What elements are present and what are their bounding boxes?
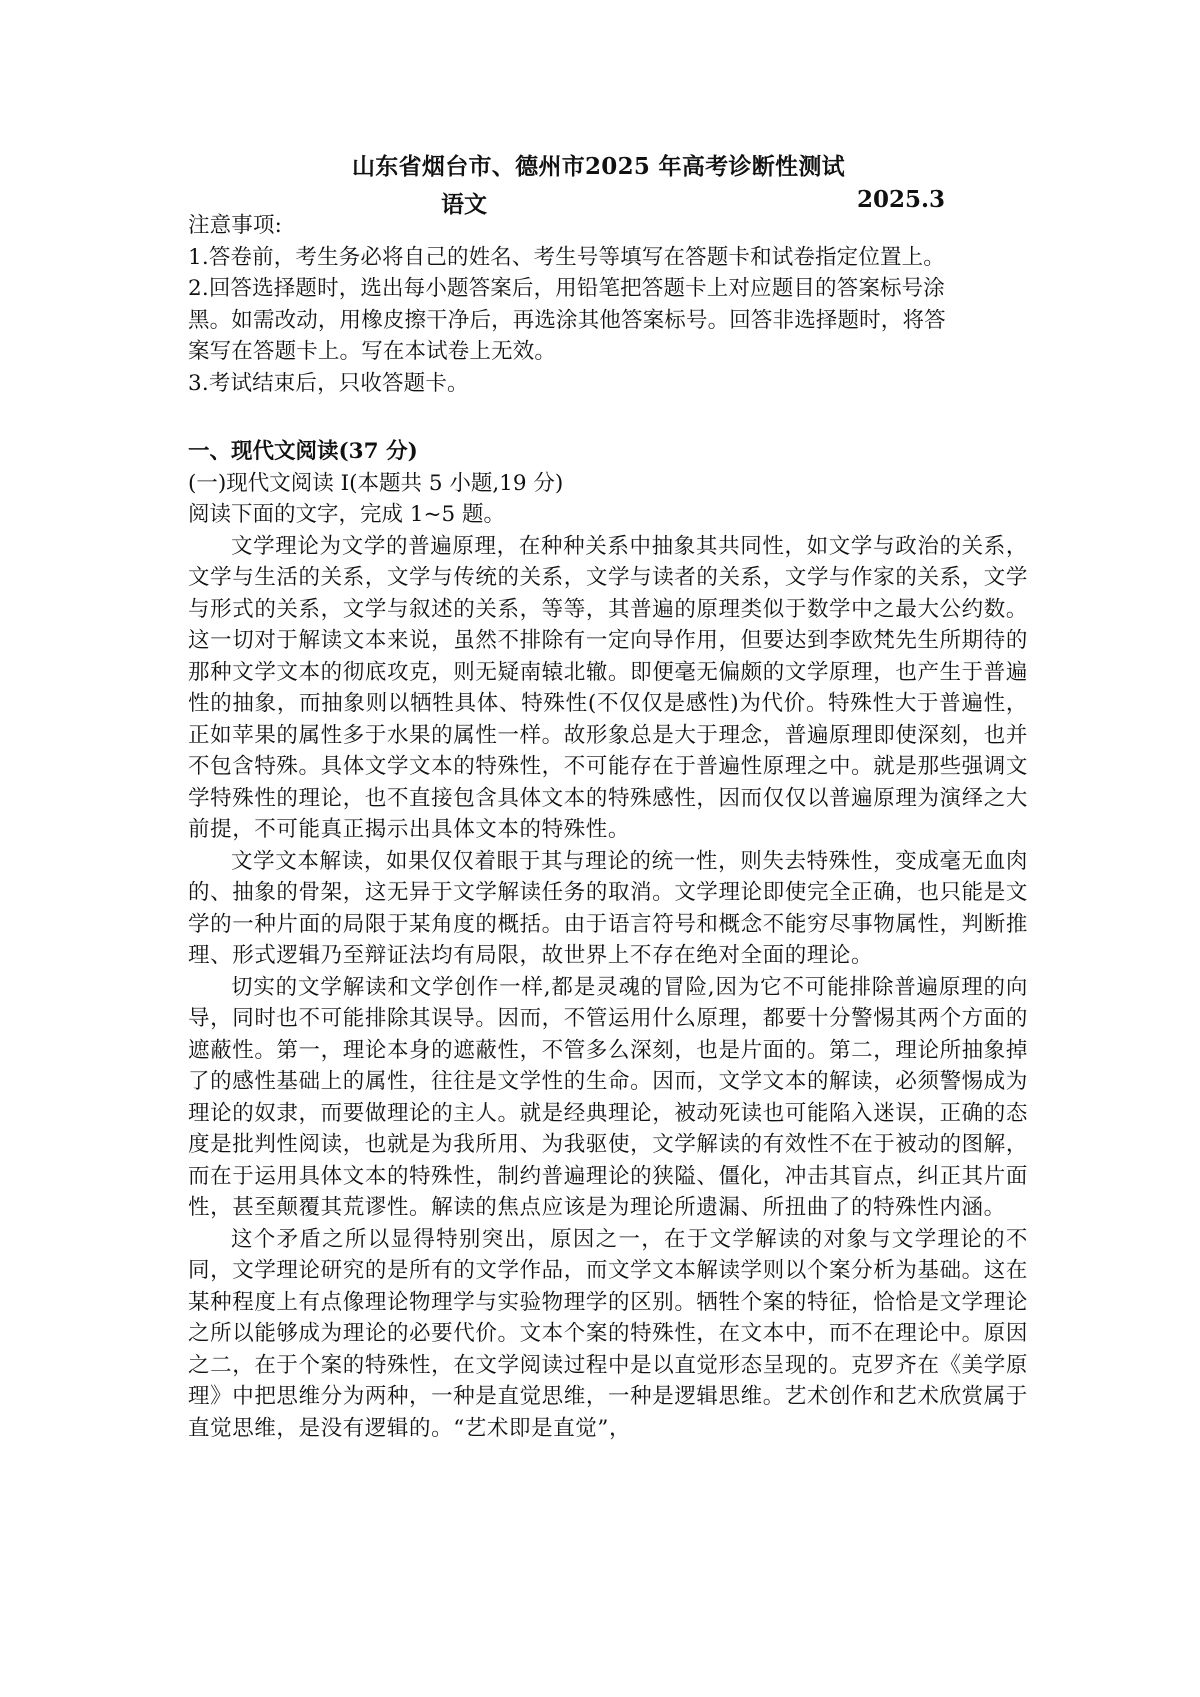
section-subtitle: (一)现代文阅读 I(本题共 5 小题,19 分) bbox=[188, 470, 564, 496]
exam-content bbox=[188, 210, 1028, 1444]
note-item-2-line-1: 2.回答选择题时，选出每小题答案后，用铅笔把答题卡上对应题目的答案标号涂 bbox=[188, 276, 945, 301]
section-title: 一、现代文阅读(37 分) bbox=[188, 439, 418, 464]
exam-title: 山东省烟台市、德州市2025 年高考诊断性测试 bbox=[352, 153, 845, 180]
exam-date: 2025.3 bbox=[857, 186, 946, 213]
note-item-1: 1.答卷前，考生务必将自己的姓名、考生号等填写在答题卡和试卷指定位置上。 bbox=[188, 244, 945, 270]
passage-paragraph-2: 文学文本解读，如果仅仅着眼于其与理论的统一性，则失去特殊性，变成毫无血肉的、抽象的骨架，这无异于文学解读任务的取消。文学理论即使完全正确，也只能是文学的一种片面的局限于某角度的概括。由于语言符号和概念不能穷尽事物属性，判断推理、形式逻辑乃至辩证法均有局限，故世界上不存在绝对全面的理论。 bbox=[188, 848, 1028, 968]
passage-paragraph-4: 这个矛盾之所以显得特别突出，原因之一，在于文学解读的对象与文学理论的不同，文学理论研究的是所有的文学作品，而文学文本解读学则以个案分析为基础。这在某种程度上有点像理论物理学与实验物理学的区别。牺牲个案的特征，恰恰是文学理论之所以能够成为理论的必要代价。文本个案的特殊性，在文本中，而不在理论中。原因之二，在于个案的特殊性，在文学阅读过程中是以直觉形态呈现的。克罗齐在《美学原理》中把思维分为两种，一种是直觉思维，一种是逻辑思维。艺术创作和艺术欣赏属于直觉思维，是没有逻辑的。“艺术即是直觉”， bbox=[188, 1226, 1028, 1441]
passage-paragraph-1: 文学理论为文学的普遍原理，在种种关系中抽象其共同性，如文学与政治的关系，文学与生活的关系，文学与传统的关系，文学与读者的关系，文学与作家的关系，文学与形式的关系，文学与叙述的关系，等等，其普遍的原理类似于数学中之最大公约数。这一切对于解读文本来说，虽然不排除有一定向导作用，但要达到李欧梵先生所期待的那种文学文本的彻底攻克，则无疑南辕北辙。即便毫无偏颇的文学原理，也产生于普遍性的抽象，而抽象则以牺牲具体、特殊性(不仅仅是感性)为代价。特殊性大于普遍性，正如苹果的属性多于水果的属性一样。故形象总是大于理念，普遍原理即使深刻，也并不包含特殊。具体文学文本的特殊性，不可能存在于普遍性原理之中。就是那些强调文学特殊性的理论，也不直接包含具体文本的特殊感性，因而仅仅以普遍原理为演绎之大前提，不可能真正揭示出具体文本的特殊性。 bbox=[188, 533, 1028, 842]
note-item-2-line-3: 案写在答题卡上。写在本试卷上无效。 bbox=[188, 339, 557, 364]
notes-block bbox=[188, 210, 1028, 399]
exam-subject: 语文 bbox=[441, 191, 487, 218]
reading-passage bbox=[188, 531, 1028, 1445]
section-instruction: 阅读下面的文字，完成 1~5 题。 bbox=[188, 502, 506, 527]
note-item-2-line-2: 黑。如需改动，用橡皮擦干净后，再选涂其他答案标号。回答非选择题时，将答 bbox=[188, 307, 946, 333]
passage-paragraph-3: 切实的文学解读和文学创作一样,都是灵魂的冒险,因为它不可能排除普遍原理的向导，同时也不可能排除其误导。因而，不管运用什么原理，都要十分警惕其两个方面的遮蔽性。第一，理论本身的遮蔽性，不管多么深刻，也是片面的。第二，理论所抽象掉了的感性基础上的属性，往往是文学性的生命。因而，文学文本的解读，必须警惕成为理论的奴隶，而要做理论的主人。就是经典理论，被动死读也可能陷入迷误，正确的态度是批判性阅读，也就是为我所用、为我驱使，文学解读的有效性不在于被动的图解，而在于运用具体文本的特殊性，制约普遍理论的狭隘、僵化，冲击其盲点，纠正其片面性，甚至颠覆其荒谬性。解读的焦点应该是为理论所遗漏、所扭曲了的特殊性内涵。 bbox=[188, 974, 1028, 1220]
note-item-3: 3.考试结束后，只收答题卡。 bbox=[188, 370, 469, 396]
notes-heading: 注意事项: bbox=[188, 213, 282, 238]
